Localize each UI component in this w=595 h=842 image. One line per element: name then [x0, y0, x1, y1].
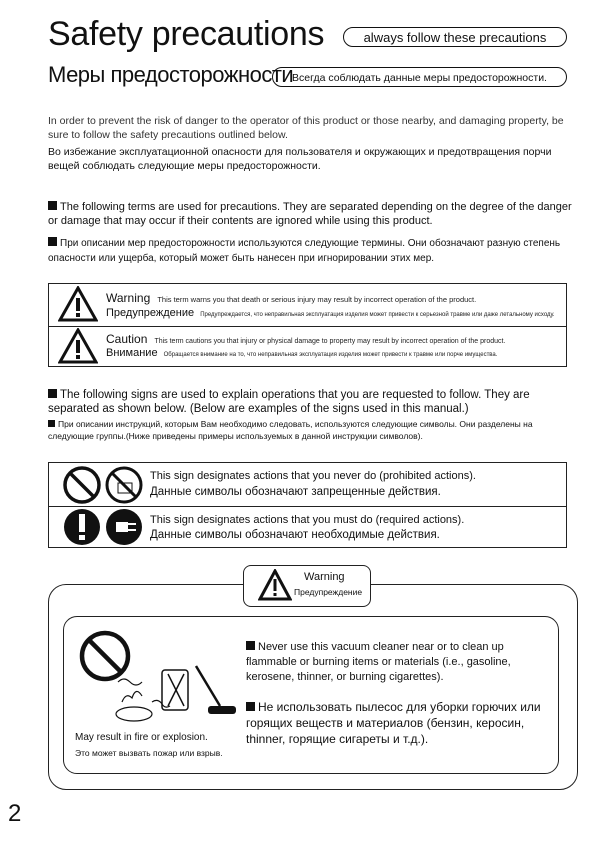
prohibited-text-ru: Данные символы обозначают запрещенные действия.	[150, 486, 441, 498]
prohibited-icon	[62, 465, 102, 505]
intro-ru: Во избежание эксплуатационной опасности для пользователя и окружающих и предотвращения порчи вещей соблюдать следующие меры предосторожности.	[48, 146, 552, 172]
bullet-icon	[246, 702, 255, 711]
required-text-en: This sign designates actions that you must do (required actions).	[150, 514, 465, 526]
bullet-icon	[246, 641, 255, 650]
required-text-ru: Данные символы обозначают необходимые действия.	[150, 529, 440, 541]
result-text-ru: Это может вызвать пожар или взрыв.	[75, 748, 223, 758]
warning-header-label: Warning	[304, 571, 345, 583]
divider	[49, 326, 566, 327]
bullet-icon	[48, 237, 57, 246]
subtitle-pill: always follow these precautions	[343, 27, 567, 47]
rule-text-en: Never use this vacuum cleaner near or to clean up flammable or burning items or materials (i.e., gasoline, kerosene, thinner, or burning cigarettes).	[246, 641, 511, 683]
page-title: Safety precautions	[48, 15, 325, 53]
warning-row: Warning This term warns you that death or serious injury may result by incorrect operation of the product.	[106, 291, 477, 305]
bullet-icon	[48, 389, 57, 398]
warning-triangle-icon	[258, 569, 292, 601]
warning-row-ru: Предупреждение Предупреждается, что неправильная эксплуатация изделия может привести к серьезной травме или даже летальному исходу.	[106, 307, 555, 319]
subtitle-pill-ru: Всегда соблюдать данные меры предосторожности.	[272, 67, 567, 87]
bullet-icon	[48, 201, 57, 210]
page-number: 2	[8, 800, 22, 827]
result-text-en: May result in fire or explosion.	[75, 732, 208, 743]
caution-row: Caution This term cautions you that injury or physical damage to property may result by incorrect operation of the product.	[106, 332, 506, 346]
terms-ru: При описании мер предосторожности используются следующие термины. Они обозначают разную степень опасности или ущерба, который может быть нанесен при игнорировании этих мер.	[48, 238, 561, 264]
bullet-icon	[48, 420, 55, 427]
required-icon	[62, 507, 102, 547]
warning-triangle-icon	[58, 286, 98, 322]
plug-icon	[104, 507, 144, 547]
signs-ru: При описании инструкций, которым Вам необходимо следовать, используются следующие символы. Они разделены на следующие группы.(Ниже приведены примеры используемых в данной инструкции символов).	[48, 419, 533, 441]
fire-hazard-illustration	[112, 662, 242, 728]
intro-en: In order to prevent the risk of danger to the operator of this product or those nearby, and damaging property, be sure to follow the safety precautions outlined below.	[48, 115, 564, 141]
prohibited-text-en: This sign designates actions that you never do (prohibited actions).	[150, 470, 476, 482]
no-touch-icon	[104, 465, 144, 505]
warning-header	[243, 565, 371, 607]
warning-header-label-ru: Предупреждение	[294, 587, 363, 597]
rule-text-ru: Не использовать пылесос для уборки горючих или горящих веществ и материалов (бензин, керосин, thinner, горящие сигареты и т.д.).	[246, 700, 541, 746]
terms-en: The following terms are used for precautions. They are separated depending on the degree of the danger or damage that may occur if their contents are ignored while using this product.	[48, 201, 572, 227]
caution-triangle-icon	[58, 328, 98, 364]
signs-en: The following signs are used to explain operations that you are requested to follow. They are separated as shown below. (Below are examples of the signs used in this manual.)	[48, 389, 530, 415]
page-title-ru: Меры предосторожности	[48, 62, 294, 87]
caution-row-ru: Внимание Обращается внимание на то, что неправильная эксплуатация изделия может привести к травме или порче имущества.	[106, 347, 498, 359]
